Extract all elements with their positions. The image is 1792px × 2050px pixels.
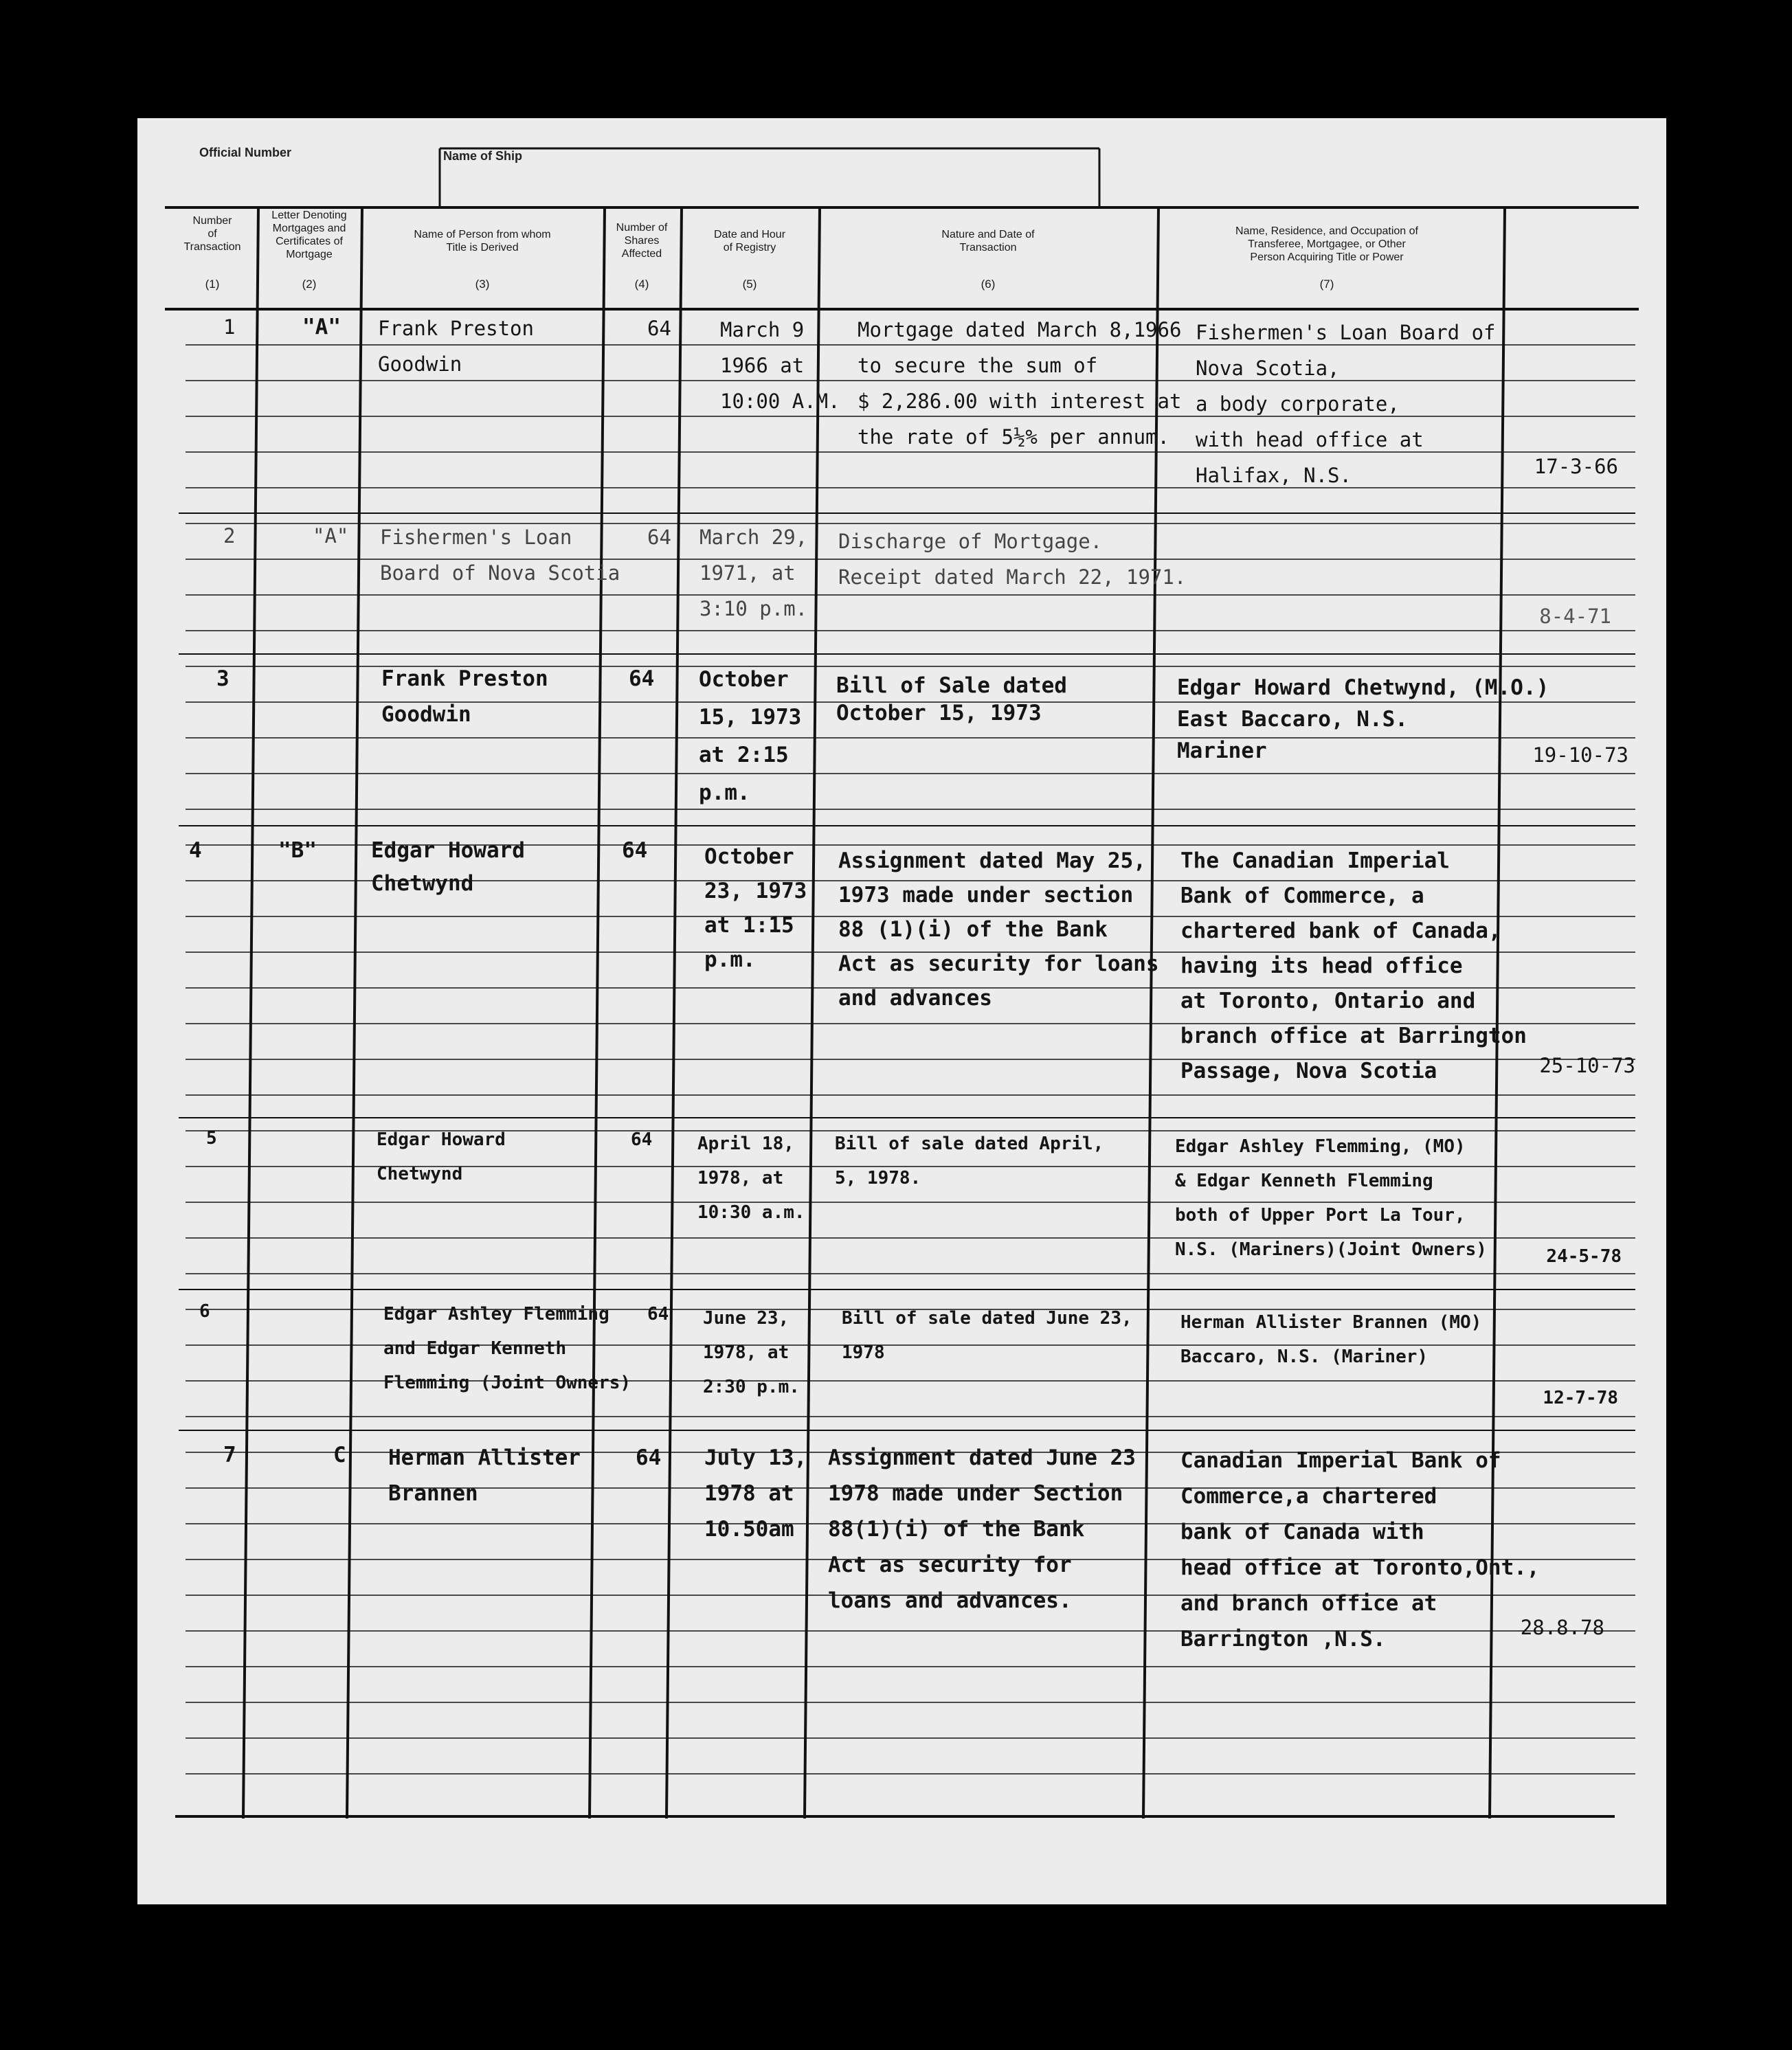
title-derived-from: Edgar Ashley Flemming and Edgar Kenneth Flemming (Joint Owners): [383, 1304, 631, 1393]
col-number-5: (5): [742, 278, 757, 291]
transaction-number: 7: [223, 1443, 236, 1467]
nature-of-transaction: Discharge of Mortgage. Receipt dated March 22, 1971.: [838, 530, 1187, 589]
date-of-registry: March 29, 1971, at 3:10 p.m.: [699, 526, 808, 620]
title-derived-from: Frank Preston Goodwin: [378, 317, 534, 376]
registration-date: 8-4-71: [1539, 605, 1611, 628]
column-divider: [805, 207, 820, 1818]
date-of-registry: October 15, 1973 at 2:15 p.m.: [699, 667, 802, 805]
shares-affected: 64: [647, 1304, 669, 1325]
transaction-number: 4: [189, 838, 202, 863]
date-of-registry: April 18, 1978, at 10:30 a.m.: [697, 1134, 805, 1223]
col-header-transaction-number: Number of Transaction: [183, 215, 241, 253]
mortgage-letter: C: [333, 1443, 346, 1467]
acquirer: Canadian Imperial Bank of Commerce,a chartered bank of Canada with head office at Toronto,Ont., and branch office at Barrington ,N.S.: [1180, 1448, 1540, 1652]
acquirer: Edgar Howard Chetwynd, (M.O.) East Baccaro, N.S. Mariner: [1177, 675, 1549, 763]
col-number-3: (3): [475, 278, 490, 291]
title-derived-from: Fishermen's Loan Board of Nova Scotia: [380, 526, 620, 585]
nature-of-transaction: Assignment dated June 23 1978 made under Section 88(1)(i) of the Bank Act as security for loans and advances.: [828, 1445, 1136, 1613]
col-number-4: (4): [634, 278, 649, 291]
column-divider: [347, 207, 362, 1818]
date-of-registry: June 23, 1978, at 2:30 p.m.: [703, 1308, 800, 1397]
title-derived-from: Edgar Howard Chetwynd: [371, 838, 525, 896]
mortgage-letter: "A": [313, 524, 349, 548]
acquirer: Herman Allister Brannen (MO) Baccaro, N.S. (Mariner): [1180, 1312, 1482, 1367]
title-derived-from: Herman Allister Brannen: [388, 1445, 581, 1506]
registration-date: 12-7-78: [1543, 1388, 1618, 1408]
register-page: [137, 118, 1666, 1904]
transaction-number: 1: [223, 315, 236, 339]
col-header-acquirer: Name, Residence, and Occupation of Transferee, Mortgagee, or Other Person Acquiring Title or Power: [1235, 225, 1418, 263]
acquirer: Fishermen's Loan Board of Nova Scotia, a body corporate, with head office at Halifax, N.S.: [1196, 321, 1496, 487]
col-header-date-of-registry: Date and Hour of Registry: [713, 229, 786, 254]
nature-of-transaction: Assignment dated May 25, 1973 made under section 88 (1)(i) of the Bank Act as security for loans and advances: [838, 848, 1159, 1011]
acquirer: Edgar Ashley Flemming, (MO) & Edgar Kenneth Flemming both of Upper Port La Tour, N.S. (Mariners)(Joint Owners): [1175, 1136, 1487, 1260]
column-divider: [243, 207, 258, 1818]
acquirer: The Canadian Imperial Bank of Commerce, a chartered bank of Canada, having its head office at Toronto, Ontario and branch office at Barrington Passage, Nova Scotia: [1180, 848, 1527, 1083]
title-derived-from: Edgar Howard Chetwynd: [377, 1129, 506, 1184]
shares-affected: 64: [647, 317, 671, 340]
col-header-nature-of-transaction: Nature and Date of Transaction: [941, 229, 1035, 254]
nature-of-transaction: Mortgage dated March 8,1966 to secure the sum of $ 2,286.00 with interest at the rate of 5½% per annum.: [858, 318, 1182, 449]
nature-of-transaction: Bill of Sale dated October 15, 1973: [836, 673, 1067, 725]
registration-date: 25-10-73: [1539, 1054, 1635, 1077]
column-divider: [590, 207, 605, 1818]
col-header-mortgage-letter: Letter Denoting Mortgages and Certificates of Mortgage: [271, 210, 347, 260]
transaction-number: 2: [223, 524, 236, 548]
registration-date: 17-3-66: [1534, 455, 1618, 478]
col-number-2: (2): [302, 278, 317, 291]
registration-date: 19-10-73: [1532, 743, 1628, 767]
shares-affected: 64: [636, 1445, 662, 1470]
col-header-title-derived-from: Name of Person from whom Title is Derived: [414, 229, 551, 254]
col-number-6: (6): [981, 278, 996, 291]
registration-date: 28.8.78: [1520, 1616, 1604, 1639]
col-number-7: (7): [1319, 278, 1334, 291]
nature-of-transaction: Bill of sale dated June 23, 1978: [842, 1308, 1132, 1363]
date-of-registry: July 13, 1978 at 10.50am: [704, 1445, 807, 1542]
registration-date: 24-5-78: [1546, 1246, 1622, 1267]
col-number-1: (1): [205, 278, 220, 291]
column-divider: [667, 207, 682, 1818]
date-of-registry: October 23, 1973 at 1:15 p.m.: [704, 844, 807, 972]
mortgage-letter: "A": [302, 315, 341, 339]
transaction-number: 3: [216, 666, 229, 691]
shares-affected: 64: [629, 666, 655, 691]
nature-of-transaction: Bill of sale dated April, 5, 1978.: [835, 1134, 1104, 1189]
official-number-label: Official Number: [199, 146, 292, 159]
transaction-number: 5: [206, 1128, 217, 1149]
name-of-ship-label: Name of Ship: [443, 149, 523, 163]
col-header-shares-affected: Number of Shares Affected: [616, 222, 668, 260]
mortgage-letter: "B": [278, 838, 317, 863]
shares-affected: 64: [622, 838, 648, 863]
shares-affected: 64: [631, 1129, 653, 1150]
date-of-registry: March 9 1966 at 10:00 A.M.: [720, 318, 840, 413]
shares-affected: 64: [647, 526, 671, 549]
title-derived-from: Frank Preston Goodwin: [381, 666, 548, 727]
transaction-number: 6: [199, 1301, 210, 1322]
